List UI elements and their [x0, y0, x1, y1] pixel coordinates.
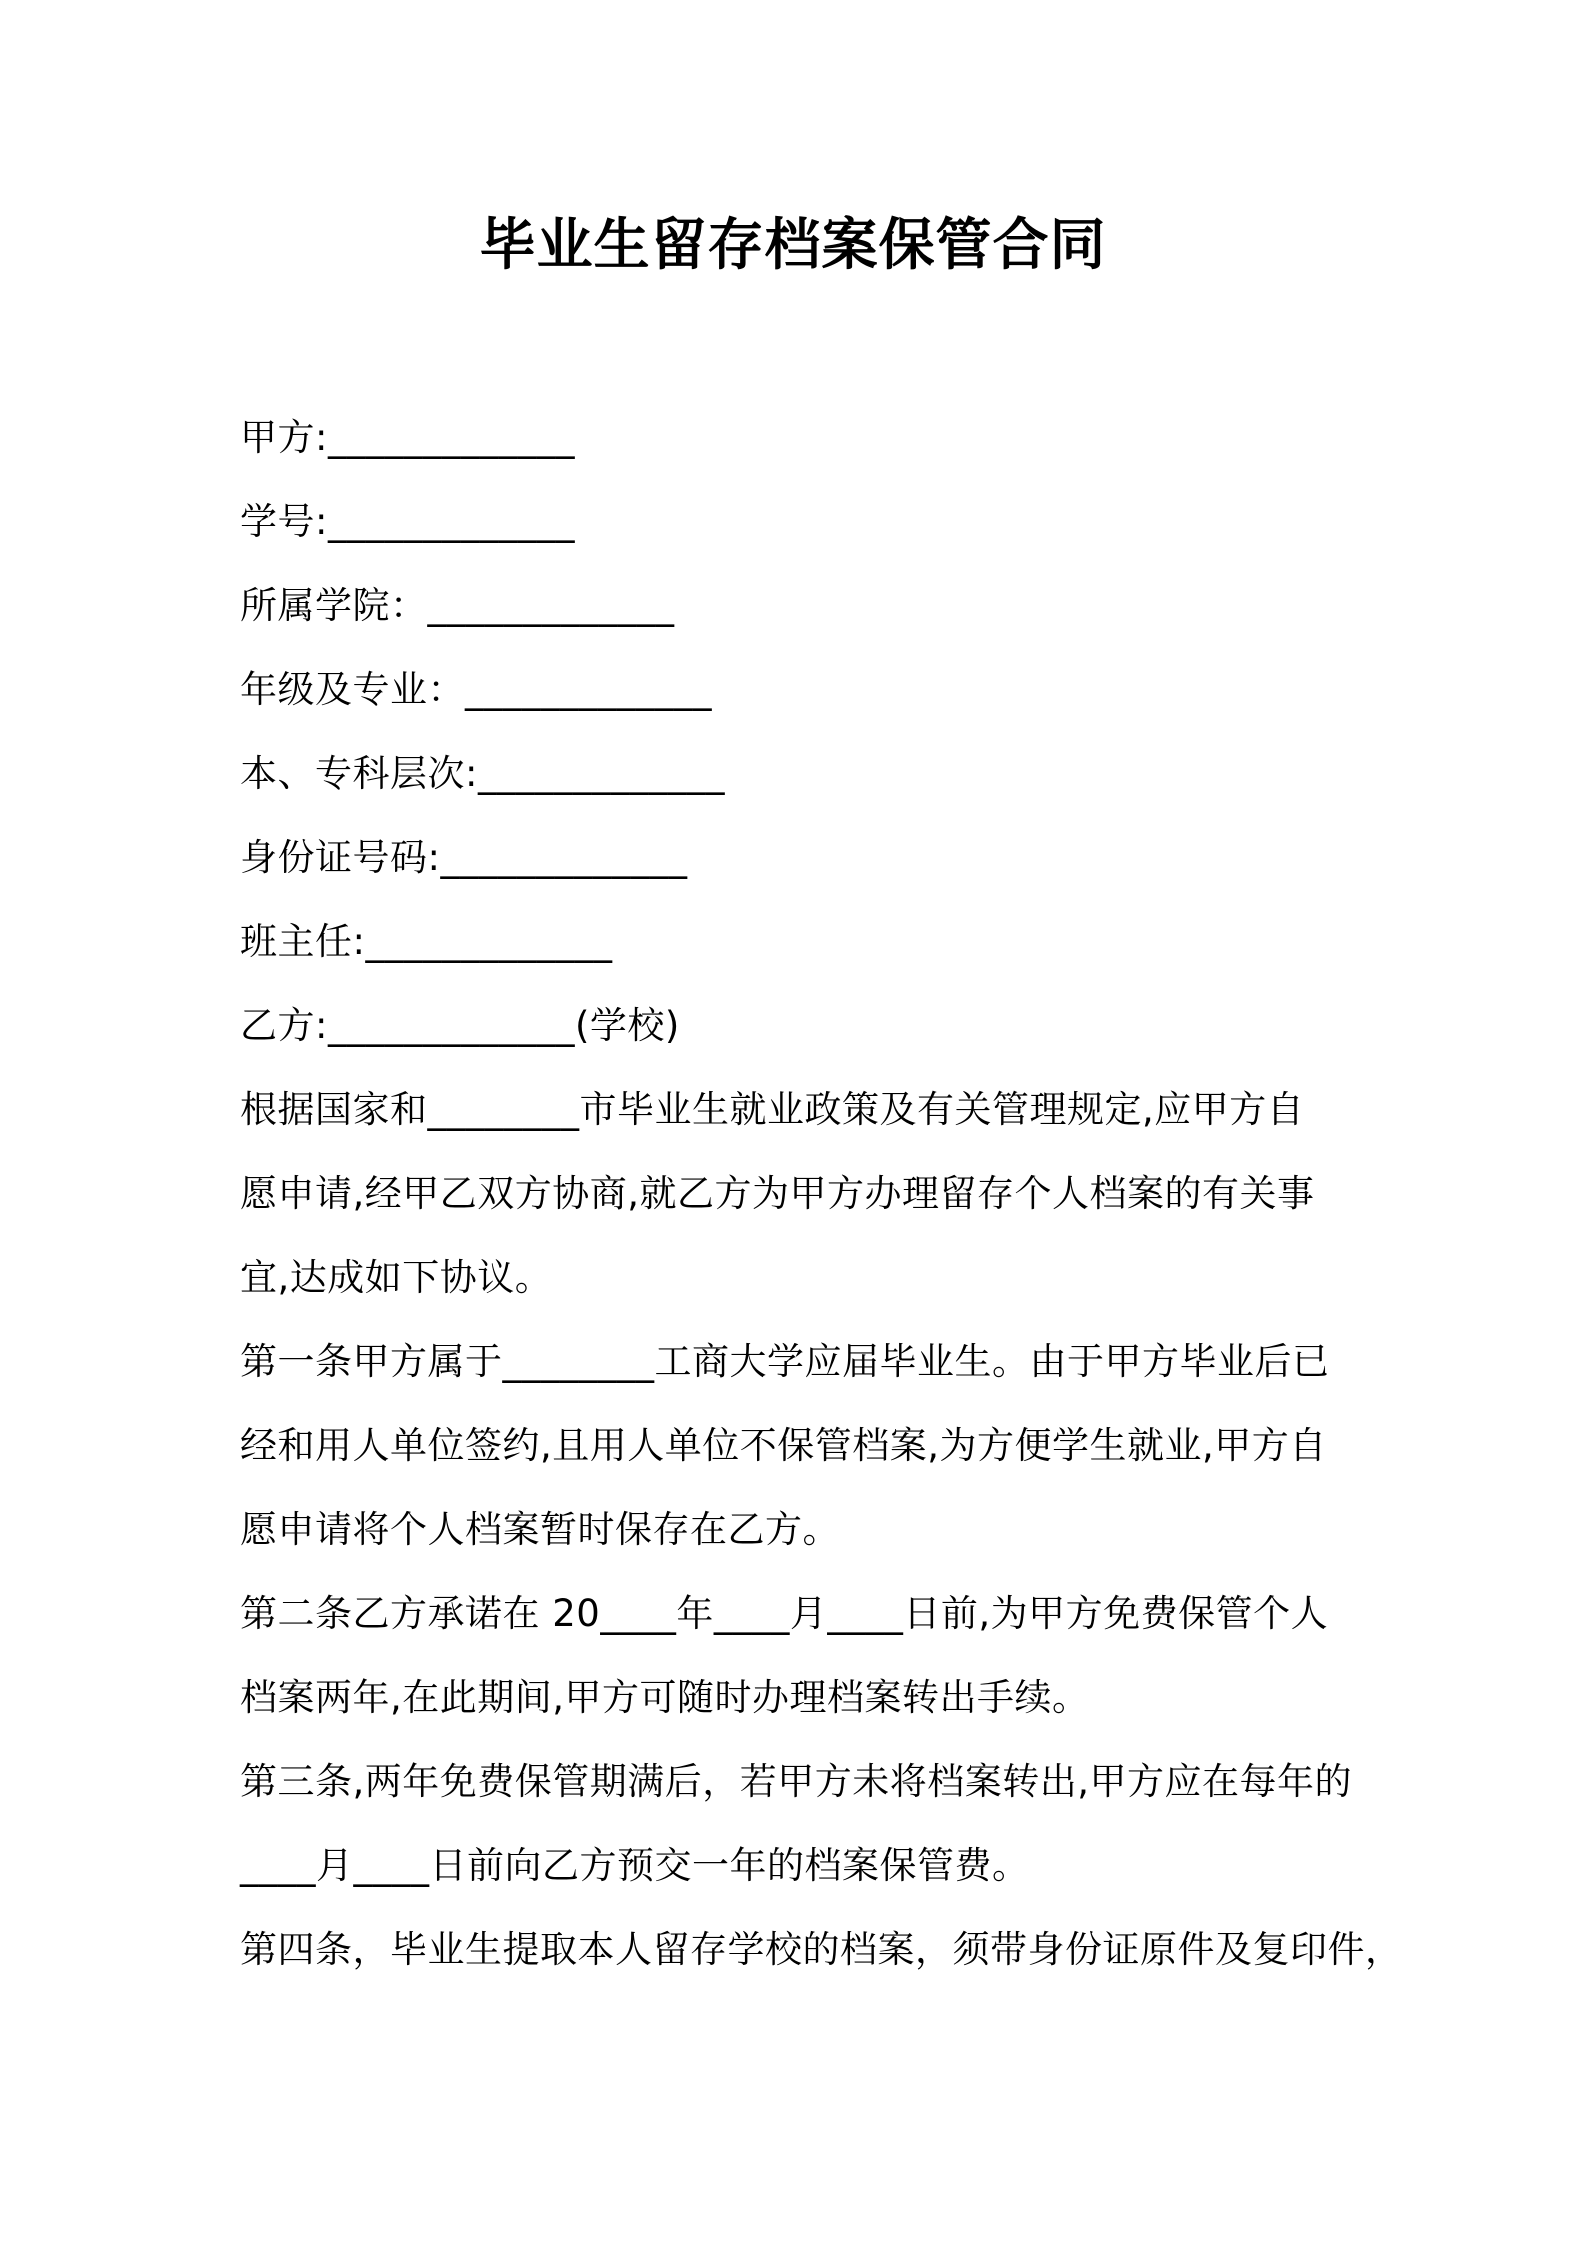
article-3-line-2: ____月____日前向乙方预交一年的档案保管费。: [240, 1844, 1030, 1887]
article-4-line-1: 第四条，毕业生提取本人留存学校的档案，须带身份证原件及复印件，: [240, 1928, 1403, 1971]
student-id-field: 学号:_____________: [240, 500, 575, 543]
party-b-field: 乙方:_____________(学校): [240, 1004, 680, 1047]
preamble-line-3: 宜,达成如下协议。: [240, 1256, 553, 1299]
preamble-line-1: 根据国家和________市毕业生就业政策及有关管理规定,应甲方自: [240, 1088, 1305, 1131]
article-3-line-1: 第三条,两年免费保管期满后，若甲方未将档案转出,甲方应在每年的: [240, 1760, 1353, 1803]
party-a-field: 甲方:_____________: [240, 416, 575, 459]
degree-level-field: 本、专科层次:_____________: [240, 752, 725, 795]
article-1-line-2: 经和用人单位签约,且用人单位不保管档案,为方便学生就业,甲方自: [240, 1424, 1327, 1467]
article-2-line-1: 第二条乙方承诺在 20____年____月____日前,为甲方免费保管个人: [240, 1592, 1329, 1635]
id-number-field: 身份证号码:_____________: [240, 836, 688, 879]
preamble-line-2: 愿申请,经甲乙双方协商,就乙方为甲方办理留存个人档案的有关事: [240, 1172, 1315, 1215]
grade-major-field: 年级及专业：_____________: [240, 668, 712, 711]
college-field: 所属学院：_____________: [240, 584, 675, 627]
head-teacher-field: 班主任:_____________: [240, 920, 613, 963]
article-1-line-3: 愿申请将个人档案暂时保存在乙方。: [240, 1508, 840, 1551]
article-1-line-1: 第一条甲方属于________工商大学应届毕业生。由于甲方毕业后已: [240, 1340, 1330, 1383]
document-title: 毕业生留存档案保管合同: [479, 213, 1107, 278]
article-2-line-2: 档案两年,在此期间,甲方可随时办理档案转出手续。: [240, 1676, 1090, 1719]
